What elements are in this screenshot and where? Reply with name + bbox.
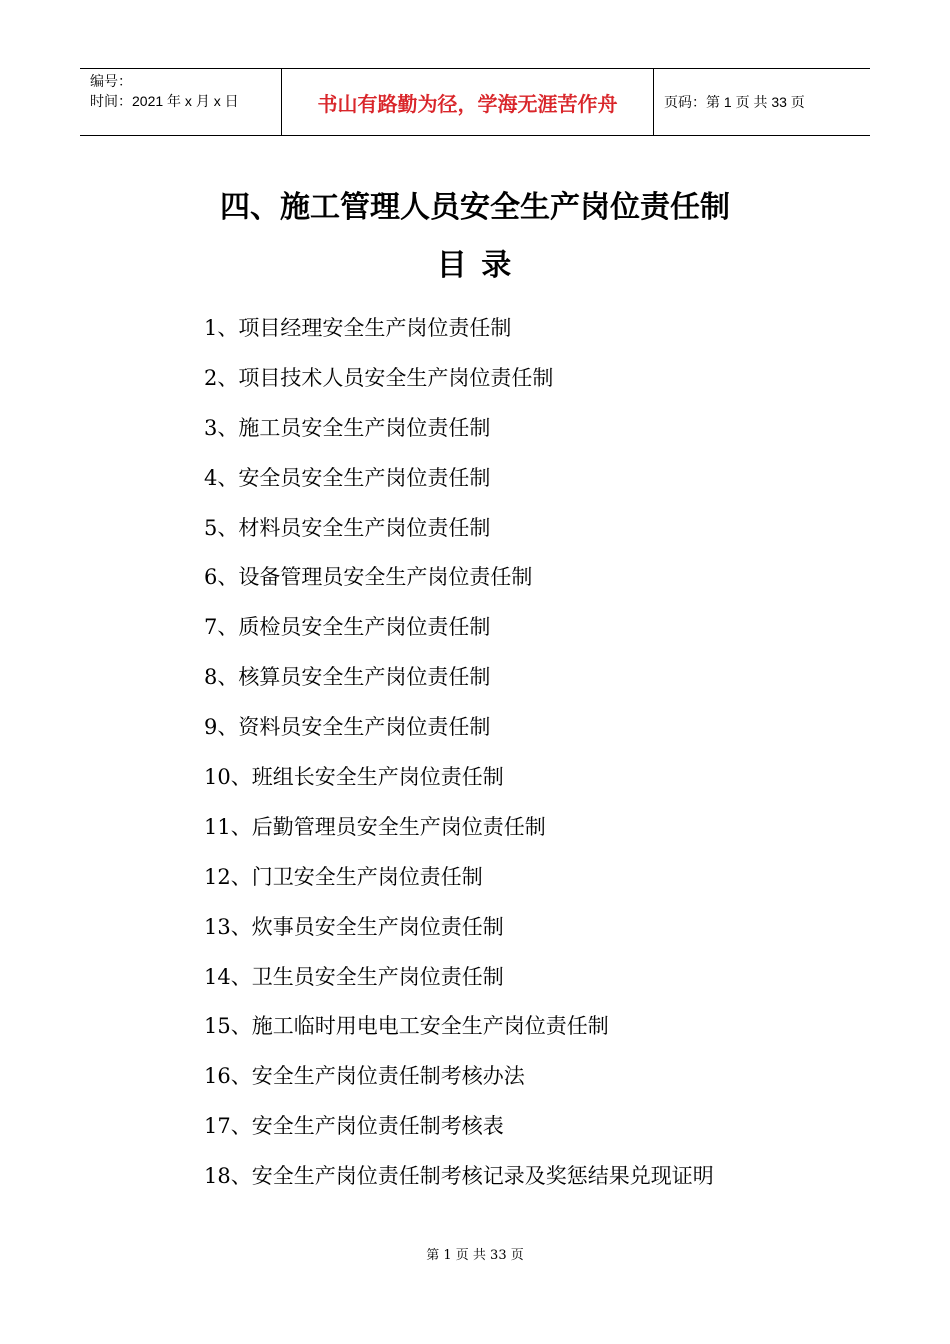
document-number: 编号：	[90, 73, 132, 89]
toc-item: 8、核算员安全生产岗位责任制	[204, 665, 491, 690]
toc-item: 17、安全生产岗位责任制考核表	[204, 1114, 504, 1139]
page-footer: 第 1 页 共 33 页	[426, 1248, 524, 1263]
toc-item: 6、设备管理员安全生产岗位责任制	[204, 565, 533, 590]
header-motto: 书山有路勤为径，学海无涯苦作舟	[282, 69, 654, 135]
toc-item: 3、施工员安全生产岗位责任制	[204, 415, 491, 440]
toc-item: 5、材料员安全生产岗位责任制	[204, 515, 491, 540]
toc-item: 15、施工临时用电电工安全生产岗位责任制	[204, 1014, 609, 1039]
toc-item: 16、安全生产岗位责任制考核办法	[204, 1064, 525, 1089]
toc-item: 1、项目经理安全生产岗位责任制	[204, 316, 512, 340]
toc-item: 18、安全生产岗位责任制考核记录及奖惩结果兑现证明	[204, 1164, 714, 1189]
toc-item: 9、资料员安全生产岗位责任制	[204, 715, 491, 740]
toc-item: 10、班组长安全生产岗位责任制	[204, 765, 504, 790]
page-header	[80, 68, 870, 136]
document-title: 四、施工管理人员安全生产岗位责任制	[220, 190, 730, 225]
toc-item: 12、门卫安全生产岗位责任制	[204, 864, 483, 889]
header-page-info: 页码：第 1 页 共 33 页	[664, 94, 805, 110]
toc-item: 14、卫生员安全生产岗位责任制	[204, 964, 504, 989]
toc-item: 7、质检员安全生产岗位责任制	[204, 615, 491, 640]
toc-item: 4、安全员安全生产岗位责任制	[204, 465, 491, 490]
toc-item: 13、炊事员安全生产岗位责任制	[204, 914, 504, 939]
header-meta	[80, 69, 282, 135]
document-date: 时间：2021 年 x 月 x 日	[90, 93, 239, 109]
toc-heading: 目 录	[436, 248, 514, 283]
table-of-contents	[204, 308, 714, 1206]
toc-item: 2、项目技术人员安全生产岗位责任制	[204, 365, 554, 390]
toc-item: 11、后勤管理员安全生产岗位责任制	[204, 814, 546, 839]
